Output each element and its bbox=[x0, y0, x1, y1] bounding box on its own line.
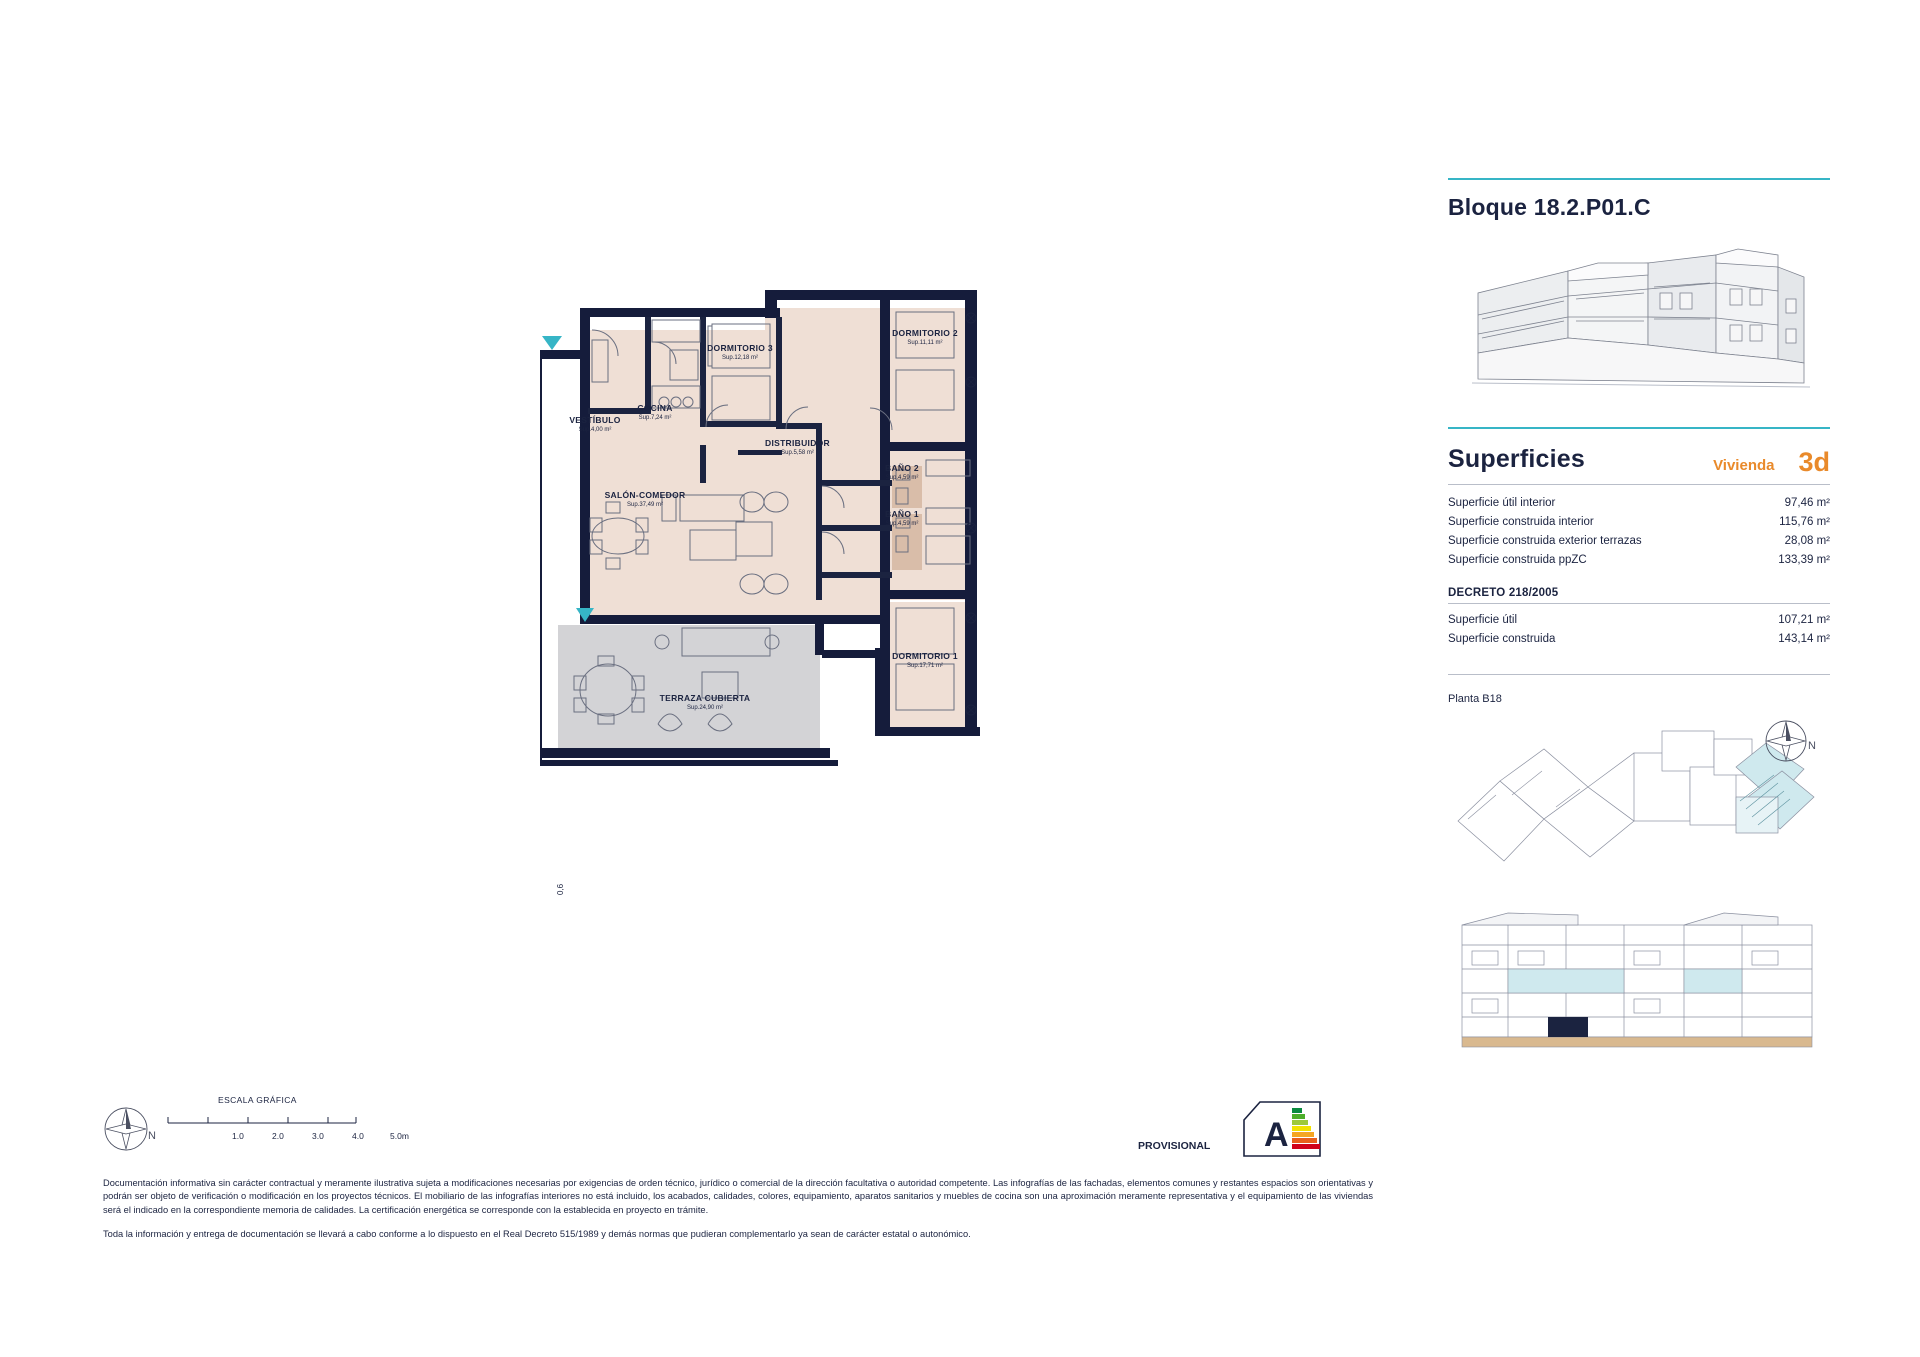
footer-disclaimer bbox=[103, 1177, 1373, 1253]
scale-title: ESCALA GRÁFICA bbox=[218, 1095, 297, 1105]
room-name: TERRAZA CUBIERTA bbox=[659, 693, 751, 703]
room-name: BAÑO 1 bbox=[885, 509, 919, 519]
divider bbox=[1448, 484, 1830, 485]
scale-tick: 5.0m bbox=[390, 1131, 409, 1141]
room-name: DORMITORIO 2 bbox=[892, 328, 958, 338]
vivienda-label: Vivienda bbox=[1713, 457, 1775, 474]
decreto-row bbox=[1448, 610, 1830, 629]
decreto-row bbox=[1448, 629, 1830, 648]
room-area: Sup.4,59 m² bbox=[885, 520, 919, 527]
decreto-label: Superficie útil bbox=[1448, 613, 1518, 626]
surface-row bbox=[1448, 493, 1830, 512]
surface-row bbox=[1448, 512, 1830, 531]
building-render bbox=[1448, 233, 1830, 413]
scale-tick: 1.0 bbox=[232, 1131, 244, 1141]
room-area: Sup.5,58 m² bbox=[781, 449, 814, 456]
room-area: Sup.17,71 m² bbox=[906, 662, 944, 669]
surface-value: 115,76 m² bbox=[1779, 515, 1830, 528]
scale-tick: 3.0 bbox=[312, 1131, 324, 1141]
room-name: VESTÍBULO bbox=[569, 415, 621, 425]
footer-paragraph-1: Documentación informativa sin carácter contractual y meramente ilustrativa sujeta a modificaciones necesarias por exigencias de orden técnico, jurídico o comercial de la dirección facultativa o autoridad competente. Las infografías de las fachadas, elementos comunes y restantes espacios son orientativas y podrán ser objeto de verificación o modificación en los proyectos técnicos. El mobiliario de las infografías interiores no está incluido, los acabados, calidades, colores, equipamiento, aparatos sanitarios y muebles de cocina son una aproximación meramente representativa y el equipamiento de las viviendas será el indicado en la correspondiente memoria de calidades. La certificación energética se corresponde con la establecida en proyecto en trámite. bbox=[103, 1178, 1373, 1215]
block-title: Bloque 18.2.P01.C bbox=[1448, 194, 1651, 220]
room-name: DORMITORIO 3 bbox=[707, 343, 773, 353]
divider bbox=[1448, 674, 1830, 675]
surface-value: 133,39 m² bbox=[1778, 553, 1830, 566]
room-name: DISTRIBUIDOR bbox=[765, 438, 830, 448]
surface-value: 28,08 m² bbox=[1784, 534, 1830, 547]
dimension-label: 0,6 bbox=[556, 883, 565, 895]
scale-tick: 4.0 bbox=[352, 1131, 364, 1141]
superficies-title: Superficies bbox=[1448, 445, 1585, 473]
floor-plan-drawing bbox=[540, 290, 1100, 980]
surface-label: Superficie construida ppZC bbox=[1448, 553, 1587, 566]
energy-rating-badge bbox=[1242, 1098, 1322, 1160]
room-name: COCINA bbox=[637, 403, 673, 413]
energy-letter: A bbox=[1264, 1116, 1289, 1154]
room-area: Sup.12,18 m² bbox=[721, 354, 759, 361]
decreto-value: 143,14 m² bbox=[1778, 632, 1830, 645]
surface-row bbox=[1448, 531, 1830, 550]
divider bbox=[1448, 603, 1830, 604]
decreto-label: Superficie construida bbox=[1448, 632, 1556, 645]
room-name: SALÓN-COMEDOR bbox=[604, 490, 686, 500]
keyplan-label: Planta B18 bbox=[1448, 693, 1502, 705]
svg-text:N: N bbox=[1808, 740, 1816, 752]
room-area: Sup.7,24 m² bbox=[638, 414, 672, 421]
surface-value: 97,46 m² bbox=[1784, 496, 1830, 509]
room-area: Sup.37,49 m² bbox=[626, 501, 664, 508]
room-area: Sup.4,00 m² bbox=[578, 426, 612, 433]
panel-top-rule bbox=[1448, 178, 1830, 180]
surface-label: Superficie construida interior bbox=[1448, 515, 1594, 528]
room-name: DORMITORIO 1 bbox=[892, 651, 958, 661]
graphic-scale bbox=[100, 1095, 460, 1155]
decreto-value: 107,21 m² bbox=[1778, 613, 1830, 626]
provisional-label: PROVISIONAL bbox=[1138, 1140, 1211, 1152]
footer-paragraph-2: Toda la información y entrega de documentación se llevará a cabo conforme a lo dispuesto en el Real Decreto 515/1989 y demás normas que pudieran complementarlo ya sean de carácter estatal o autonómico. bbox=[103, 1229, 971, 1240]
room-area: Sup.4,59 m² bbox=[885, 474, 919, 481]
svg-text:N: N bbox=[148, 1130, 156, 1142]
decreto-title: DECRETO 218/2005 bbox=[1448, 587, 1559, 599]
room-area: Sup.24,90 m² bbox=[686, 704, 724, 711]
vivienda-type: 3d bbox=[1798, 446, 1830, 477]
floor-plan bbox=[540, 290, 1100, 980]
surface-label: Superficie útil interior bbox=[1448, 496, 1556, 509]
info-panel bbox=[1448, 178, 1830, 1057]
room-name: BAÑO 2 bbox=[885, 463, 919, 473]
key-plan bbox=[1448, 709, 1830, 889]
surface-row bbox=[1448, 550, 1830, 569]
superficies-header bbox=[1448, 445, 1830, 477]
room-area: Sup.11,11 m² bbox=[907, 339, 943, 346]
scale-tick: 2.0 bbox=[272, 1131, 284, 1141]
building-section bbox=[1448, 907, 1830, 1057]
superficies-rule bbox=[1448, 427, 1830, 429]
surface-label: Superficie construida exterior terrazas bbox=[1448, 534, 1642, 547]
